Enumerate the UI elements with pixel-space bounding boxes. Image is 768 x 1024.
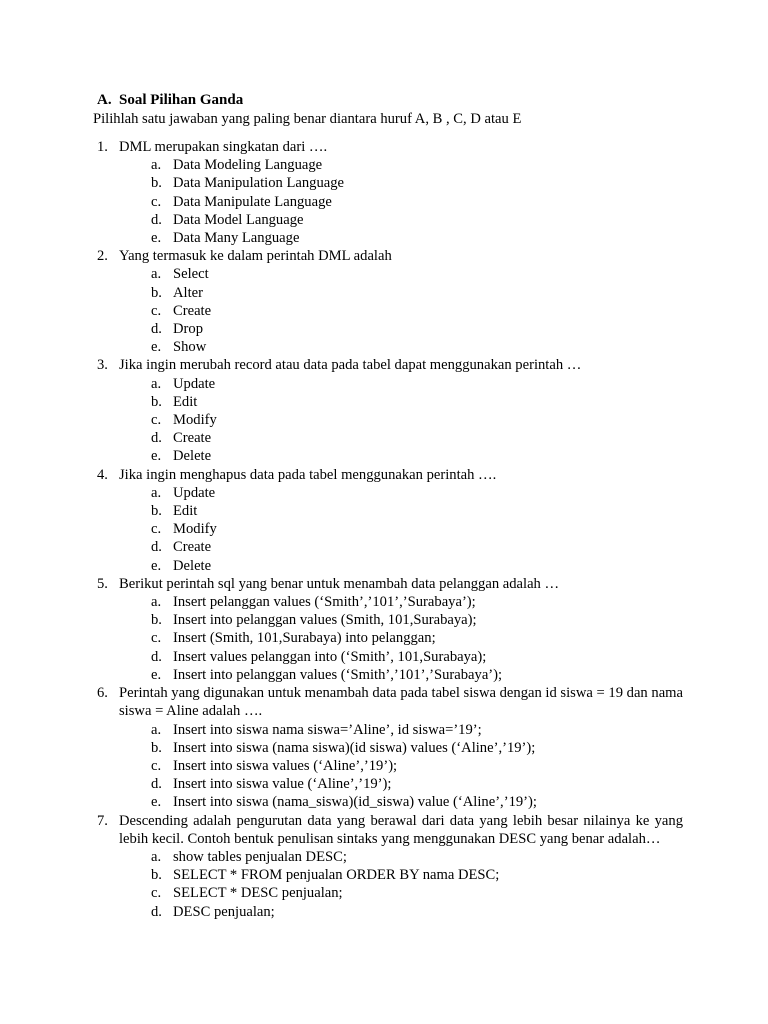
option-item bbox=[119, 611, 683, 629]
question-list bbox=[93, 138, 683, 921]
option-letter: b. bbox=[151, 175, 162, 192]
option-item bbox=[119, 302, 683, 320]
option-text: Modify bbox=[173, 521, 217, 538]
option-text: Insert into siswa (nama_siswa)(id_siswa) value (‘Aline’,’19’); bbox=[173, 794, 537, 811]
option-letter: d. bbox=[151, 430, 162, 447]
option-text: Modify bbox=[173, 412, 217, 429]
option-item bbox=[119, 411, 683, 429]
option-letter: b. bbox=[151, 612, 162, 629]
option-text: DESC penjualan; bbox=[173, 903, 275, 920]
option-text: Insert into siswa (nama siswa)(id siswa) values (‘Aline’,’19’); bbox=[173, 739, 536, 756]
question-number: 3. bbox=[97, 357, 108, 374]
option-text: SELECT * DESC penjualan; bbox=[173, 885, 343, 902]
option-item bbox=[119, 593, 683, 611]
option-letter: c. bbox=[151, 885, 162, 902]
option-text: show tables penjualan DESC; bbox=[173, 848, 347, 865]
option-letter: c. bbox=[151, 412, 162, 429]
option-text: Data Many Language bbox=[173, 230, 300, 247]
option-letter: c. bbox=[151, 757, 162, 774]
option-letter: d. bbox=[151, 776, 162, 793]
option-text: Select bbox=[173, 266, 209, 283]
option-list bbox=[119, 848, 683, 921]
question-text: Perintah yang digunakan untuk menambah data pada tabel siswa dengan id siswa = 19 dan nama siswa = Aline adalah …. bbox=[119, 685, 683, 720]
option-text: Create bbox=[173, 302, 212, 319]
option-text: SELECT * FROM penjualan ORDER BY nama DESC; bbox=[173, 867, 500, 884]
option-letter: a. bbox=[151, 594, 162, 611]
question-item bbox=[93, 812, 683, 921]
option-item bbox=[119, 502, 683, 520]
option-item bbox=[119, 721, 683, 739]
option-letter: b. bbox=[151, 867, 162, 884]
option-item bbox=[119, 648, 683, 666]
option-item bbox=[119, 174, 683, 192]
option-letter: a. bbox=[151, 375, 162, 392]
instruction-text: Pilihlah satu jawaban yang paling benar diantara huruf A, B , C, D atau E bbox=[93, 111, 522, 127]
option-list bbox=[119, 484, 683, 575]
option-letter: c. bbox=[151, 302, 162, 319]
option-item bbox=[119, 320, 683, 338]
section-number: A. bbox=[97, 92, 112, 108]
section-heading bbox=[97, 91, 243, 109]
option-text: Show bbox=[173, 339, 207, 356]
question-item bbox=[93, 247, 683, 356]
option-list bbox=[119, 375, 683, 466]
option-text: Insert into pelanggan values (Smith, 101,Surabaya); bbox=[173, 612, 477, 629]
option-letter: e. bbox=[151, 557, 162, 574]
option-item bbox=[119, 265, 683, 283]
option-letter: b. bbox=[151, 393, 162, 410]
option-item bbox=[119, 284, 683, 302]
question-number: 4. bbox=[97, 466, 108, 483]
option-item bbox=[119, 393, 683, 411]
question-text: Berikut perintah sql yang benar untuk menambah data pelanggan adalah … bbox=[119, 575, 560, 592]
question-text: Descending adalah pengurutan data yang berawal dari data yang lebih besar nilainya ke yang lebih kecil. Contoh bentuk penulisan sintaks yang menggunakan DESC yang benar adalah… bbox=[119, 812, 683, 847]
option-item bbox=[119, 520, 683, 538]
option-item bbox=[119, 557, 683, 575]
option-item bbox=[119, 484, 683, 502]
question-number: 5. bbox=[97, 575, 108, 592]
option-text: Insert pelanggan values (‘Smith’,’101’,’Surabaya’); bbox=[173, 594, 476, 611]
option-item bbox=[119, 884, 683, 902]
option-letter: e. bbox=[151, 448, 162, 465]
option-letter: d. bbox=[151, 321, 162, 338]
option-item bbox=[119, 229, 683, 247]
option-text: Alter bbox=[173, 284, 203, 301]
option-text: Edit bbox=[173, 503, 198, 520]
option-text: Insert into siswa values (‘Aline’,’19’); bbox=[173, 757, 398, 774]
option-letter: a. bbox=[151, 721, 162, 738]
option-item bbox=[119, 156, 683, 174]
option-item bbox=[119, 429, 683, 447]
section-title: Soal Pilihan Ganda bbox=[119, 92, 244, 108]
question-item bbox=[93, 575, 683, 684]
question-number: 2. bbox=[97, 248, 108, 265]
option-letter: e. bbox=[151, 339, 162, 356]
option-item bbox=[119, 375, 683, 393]
option-text: Insert into siswa value (‘Aline’,’19’); bbox=[173, 776, 392, 793]
option-text: Create bbox=[173, 430, 212, 447]
option-letter: d. bbox=[151, 648, 162, 665]
option-item bbox=[119, 903, 683, 921]
option-item bbox=[119, 739, 683, 757]
option-text: Insert values pelanggan into (‘Smith’, 101,Surabaya); bbox=[173, 648, 487, 665]
question-item bbox=[93, 138, 683, 247]
option-text: Data Modeling Language bbox=[173, 157, 323, 174]
option-text: Data Manipulation Language bbox=[173, 175, 345, 192]
question-item bbox=[93, 684, 683, 811]
question-text: Jika ingin merubah record atau data pada tabel dapat menggunakan perintah … bbox=[119, 357, 582, 374]
option-letter: d. bbox=[151, 211, 162, 228]
question-number: 1. bbox=[97, 139, 108, 155]
option-letter: d. bbox=[151, 539, 162, 556]
option-item bbox=[119, 848, 683, 866]
option-text: Insert into pelanggan values (‘Smith’,’101’,’Surabaya’); bbox=[173, 666, 503, 683]
option-text: Delete bbox=[173, 557, 212, 574]
option-letter: e. bbox=[151, 794, 162, 811]
option-text: Delete bbox=[173, 448, 212, 465]
option-item bbox=[119, 793, 683, 811]
option-letter: a. bbox=[151, 484, 162, 501]
option-item bbox=[119, 757, 683, 775]
option-letter: b. bbox=[151, 739, 162, 756]
option-letter: b. bbox=[151, 284, 162, 301]
option-text: Drop bbox=[173, 321, 203, 338]
question-text: Jika ingin menghapus data pada tabel menggunakan perintah …. bbox=[119, 466, 497, 483]
option-letter: e. bbox=[151, 666, 162, 683]
option-letter: c. bbox=[151, 630, 162, 647]
option-letter: a. bbox=[151, 266, 162, 283]
option-text: Update bbox=[173, 484, 216, 501]
option-list bbox=[119, 265, 683, 356]
option-text: Data Manipulate Language bbox=[173, 193, 332, 210]
option-list bbox=[119, 156, 683, 247]
option-text: Data Model Language bbox=[173, 211, 304, 228]
option-item bbox=[119, 866, 683, 884]
option-item bbox=[119, 447, 683, 465]
option-text: Update bbox=[173, 375, 216, 392]
option-item bbox=[119, 211, 683, 229]
option-letter: d. bbox=[151, 903, 162, 920]
question-number: 6. bbox=[97, 685, 108, 702]
option-text: Create bbox=[173, 539, 212, 556]
option-list bbox=[119, 593, 683, 684]
question-item bbox=[93, 356, 683, 465]
option-item bbox=[119, 338, 683, 356]
question-text: DML merupakan singkatan dari …. bbox=[119, 139, 328, 155]
option-letter: b. bbox=[151, 503, 162, 520]
question-item bbox=[93, 466, 683, 575]
option-list bbox=[119, 721, 683, 812]
option-item bbox=[119, 775, 683, 793]
option-item bbox=[119, 666, 683, 684]
option-letter: e. bbox=[151, 230, 162, 247]
question-text: Yang termasuk ke dalam perintah DML adalah bbox=[119, 248, 392, 265]
option-text: Edit bbox=[173, 393, 198, 410]
option-item bbox=[119, 629, 683, 647]
option-letter: a. bbox=[151, 848, 162, 865]
option-letter: c. bbox=[151, 193, 162, 210]
option-item bbox=[119, 538, 683, 556]
question-number: 7. bbox=[97, 812, 108, 829]
option-text: Insert into siswa nama siswa=’Aline’, id siswa=’19’; bbox=[173, 721, 482, 738]
option-item bbox=[119, 193, 683, 211]
option-text: Insert (Smith, 101,Surabaya) into pelanggan; bbox=[173, 630, 436, 647]
option-letter: c. bbox=[151, 521, 162, 538]
option-letter: a. bbox=[151, 157, 162, 174]
